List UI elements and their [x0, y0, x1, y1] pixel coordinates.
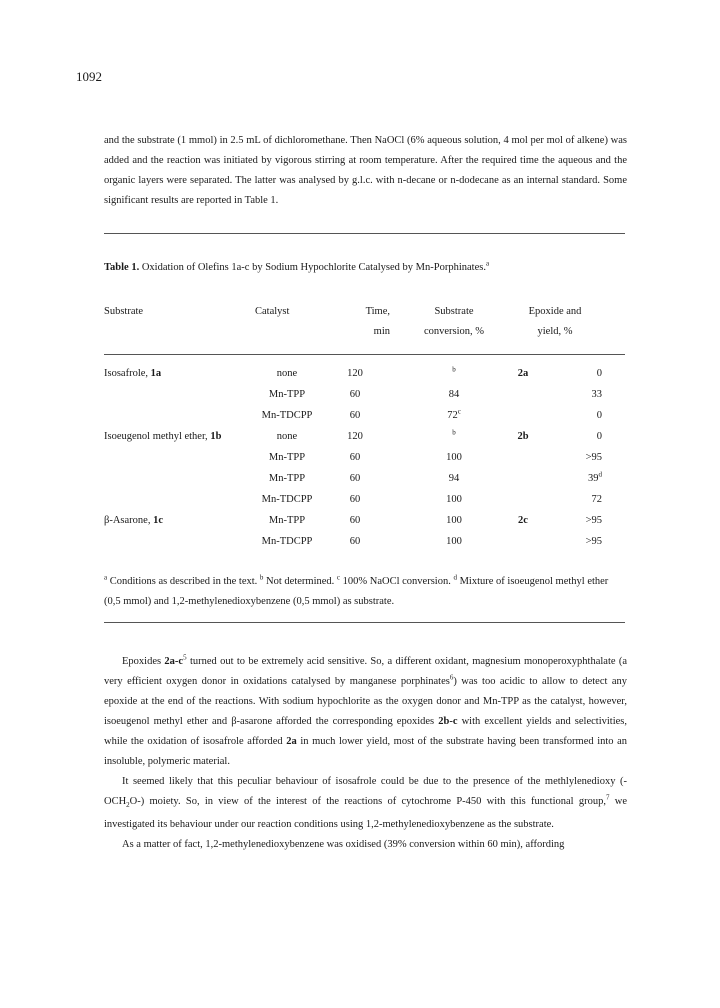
cell-yield: 0: [596, 368, 602, 379]
cell-time: 60: [349, 473, 361, 484]
cell-time: 60: [349, 410, 361, 421]
footnote-b-text: Not determined.: [266, 576, 335, 587]
footnote-c-mark: c: [336, 573, 341, 582]
cell-conversion: 100: [446, 515, 462, 526]
table-caption-text: Oxidation of Olefins 1a-c by Sodium Hypochlorite Catalysed by Mn-Porphinates.: [141, 262, 486, 273]
cell-catalyst: none: [276, 431, 298, 442]
cell-catalyst: Mn-TDCPP: [261, 536, 313, 547]
header-time: Time,: [365, 306, 390, 317]
footnote-d-mark: d: [453, 573, 457, 582]
cell-catalyst: Mn-TPP: [268, 515, 306, 526]
cell-conversion: 100: [446, 536, 462, 547]
cell-yield: 39$^d$: [588, 470, 602, 484]
cell-yield: >95: [585, 515, 602, 526]
header-epoxide-unit: yield, %: [537, 326, 573, 337]
cell-epoxide: 2b: [517, 431, 529, 442]
footnote-a-text: Conditions as described in the text.: [109, 576, 258, 587]
cell-conversion: 100: [446, 452, 462, 463]
intro-paragraph: [104, 131, 627, 211]
table-footnotes: [104, 572, 624, 612]
cell-time: 120: [347, 431, 363, 442]
header-time-unit: min: [373, 326, 390, 337]
cell-epoxide: 2a: [517, 368, 529, 379]
cell-substrate: β-Asarone, 1c: [104, 515, 163, 526]
footnote-a-mark: a: [104, 573, 108, 582]
separator-top: [104, 233, 625, 234]
cell-conversion: 72$^c$: [447, 407, 461, 421]
separator-bottom: [104, 622, 625, 623]
table-caption: [104, 259, 490, 273]
cell-yield: 0: [596, 410, 602, 421]
table-caption-mark: a: [485, 259, 490, 268]
cell-yield: 0: [596, 431, 602, 442]
header-conversion: Substrate: [434, 306, 474, 317]
cell-time: 60: [349, 515, 361, 526]
cell-catalyst: Mn-TDCPP: [261, 410, 313, 421]
body-paragraph-2: It seemed likely that this peculiar behaviour of isosafrole could be due to the presence of the methlylenedioxy $(-OCH_2O-)$ moiety. So, in view of the interest of the reactions of cytochrome P-450 with this functional group,$^7$ we investigated its behaviour under our reaction conditions using 1,2-methylenedioxybenzene as the substrate.: [104, 776, 627, 831]
cell-yield: 72: [591, 494, 602, 505]
body-paragraph-3: As a matter of fact, 1,2-methylenedioxybenzene was oxidised (39% conversion within 60 min), affording: [122, 839, 565, 851]
cell-conversion: 94: [448, 473, 460, 484]
cell-yield: >95: [585, 452, 602, 463]
cell-conversion: 100: [446, 494, 462, 505]
header-catalyst: Catalyst: [255, 306, 290, 317]
cell-catalyst: Mn-TPP: [268, 452, 306, 463]
cell-catalyst: Mn-TPP: [268, 473, 306, 484]
cell-catalyst: Mn-TDCPP: [261, 494, 313, 505]
cell-time: 60: [349, 536, 361, 547]
footnote-d-text: Mixture of isoeugenol methyl ether (0,5 mmol) and 1,2-methylenedioxybenzene (0,5 mmol) as substrate.: [104, 576, 609, 607]
header-conversion-unit: conversion, %: [423, 326, 485, 337]
cell-time: 120: [347, 368, 363, 379]
cell-conversion: 84: [448, 389, 460, 400]
cell-time: 60: [349, 389, 361, 400]
header-substrate: Substrate: [104, 306, 144, 317]
body-text: [104, 652, 627, 855]
footnote-b-mark: b: [259, 573, 264, 582]
cell-substrate: Isoeugenol methyl ether, 1b: [104, 431, 222, 442]
intro-paragraph-text: and the substrate (1 mmol) in 2.5 mL of dichloromethane. Then NaOCl (6% aqueous solution, 4 mol per mol of alkene) was added and the reaction was initiated by vigorous stirring at room temperature. After the required time the aqueous and the organic layers were separated. The latter was analysed by g.l.c. with n-decane or n-dodecane as an internal standard. Some significant results are reported in Table 1.: [104, 135, 627, 206]
table-caption-label: Table 1.: [104, 262, 140, 273]
cell-substrate: Isosafrole, 1a: [104, 368, 162, 379]
cell-time: 60: [349, 452, 361, 463]
header-epoxide: Epoxide and: [528, 306, 582, 317]
cell-catalyst: none: [276, 368, 298, 379]
footnote-c-text: 100% NaOCl conversion.: [342, 576, 451, 587]
cell-conversion: b: [452, 365, 456, 374]
cell-epoxide: 2c: [518, 515, 528, 526]
table-header-rule: [104, 354, 625, 355]
body-paragraph-1: Epoxides $2a-c^5$ turned out to be extremely acid sensitive. So, a different oxidant, magnesium monoperoxyphthalate (a very efficient oxygen donor in oxidations catalysed by manganese porphinates$^6$) was too acidic to allow to detect any epoxide at the end of the reactions. With sodium hypochlorite as the oxygen donor and Mn-TPP as the catalyst, however, isoeugenol methyl ether and β-asarone afforded the corresponding epoxides 2b-c with excellent yields and selectivities, while the oxidation of isosafrole afforded 2a in much lower yield, most of the substrate having been transformed into an insoluble, polymeric material.: [104, 653, 628, 767]
cell-yield: >95: [585, 536, 602, 547]
cell-catalyst: Mn-TPP: [268, 389, 306, 400]
cell-yield: 33: [591, 389, 602, 400]
cell-conversion: b: [452, 428, 456, 437]
page-number: 1092: [76, 69, 102, 84]
cell-time: 60: [349, 494, 361, 505]
